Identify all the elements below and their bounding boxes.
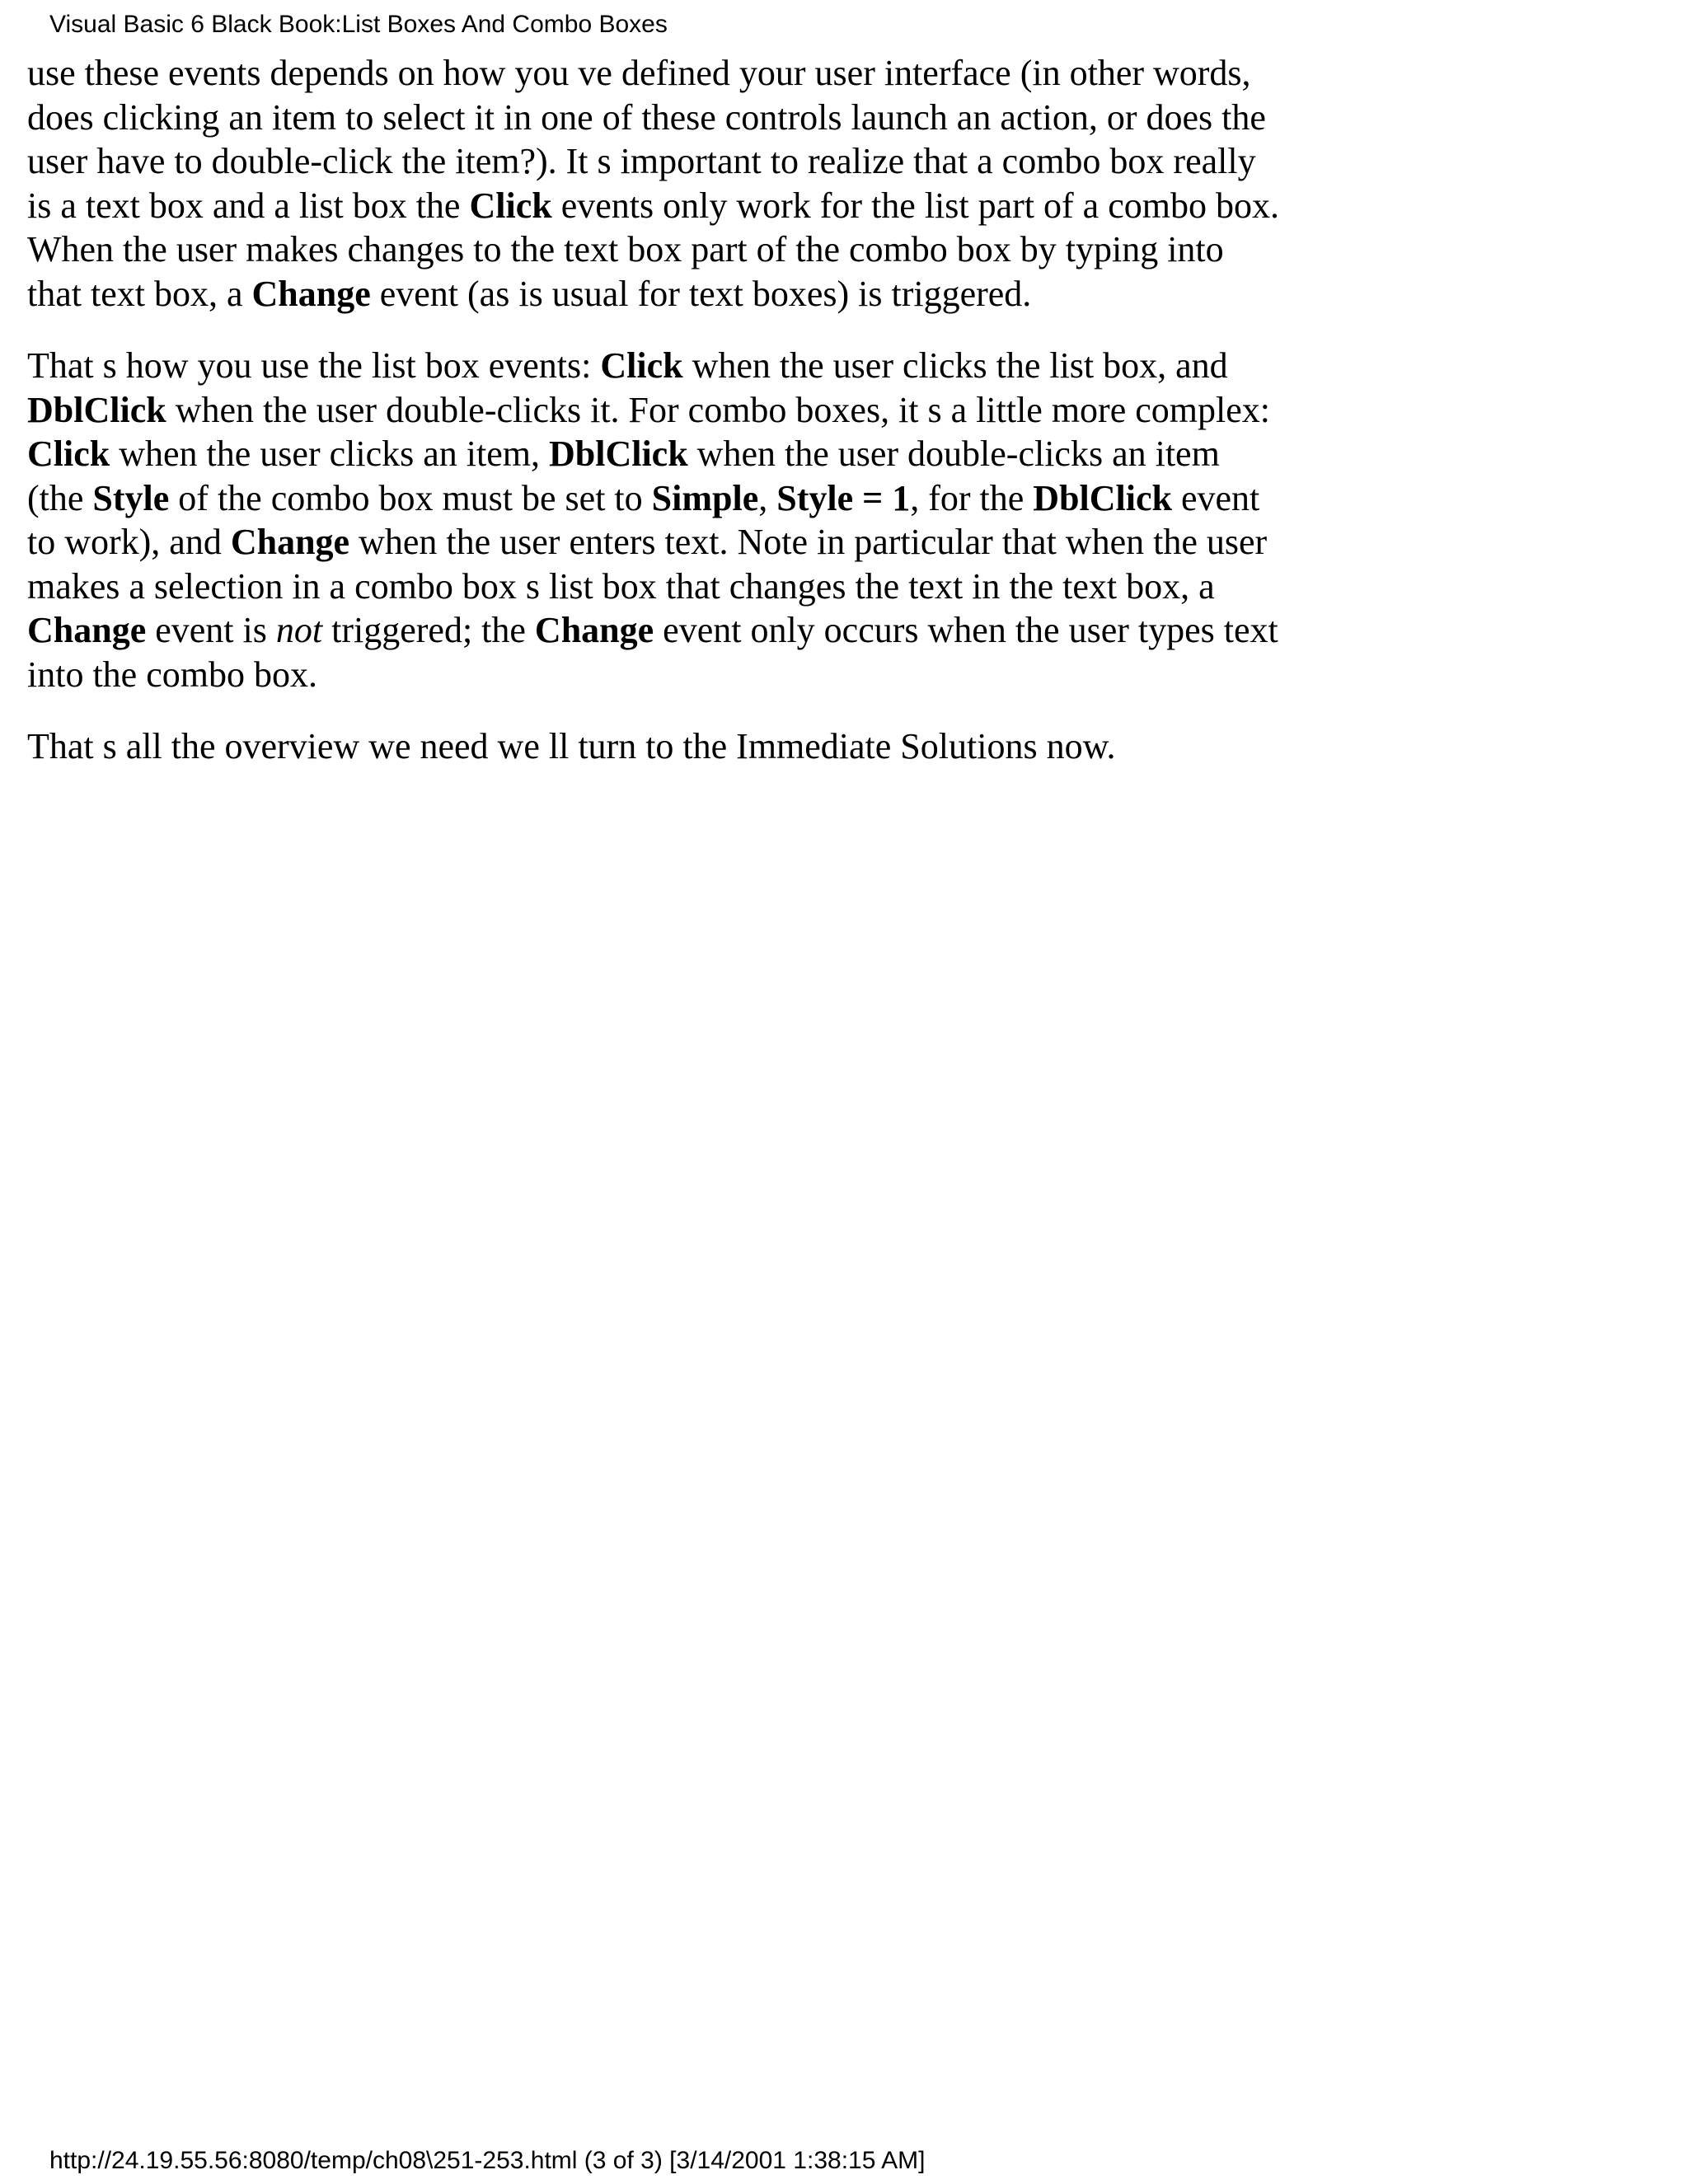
text-run: , for the xyxy=(910,477,1034,518)
bold-term: Change xyxy=(27,610,147,650)
text-run: event xyxy=(1171,477,1260,518)
text-run: of the combo box must be set to xyxy=(169,477,652,518)
bold-term: DblClick xyxy=(27,389,166,430)
text-run: when the user clicks an item, xyxy=(110,434,549,474)
bold-term: Click xyxy=(27,434,110,474)
text-line xyxy=(27,608,1379,653)
text-line xyxy=(27,388,1379,433)
text-line xyxy=(27,96,1379,140)
bold-term: Style = 1 xyxy=(776,477,911,518)
text-run: that text box, a xyxy=(27,273,252,314)
text-line xyxy=(27,432,1379,476)
text-run: That s all the overview we need we ll turn to the Immediate Solutions now. xyxy=(27,726,1116,766)
text-line xyxy=(27,476,1379,521)
text-run: event (as is usual for text boxes) is triggered. xyxy=(370,273,1032,314)
bold-term: Click xyxy=(469,185,552,226)
text-line xyxy=(27,520,1379,565)
paragraph xyxy=(27,51,1379,316)
text-run: makes a selection in a combo box s list box that changes the text in the text box, a xyxy=(27,565,1215,607)
text-run: into the combo box. xyxy=(27,654,317,695)
text-line xyxy=(27,724,1379,769)
text-line xyxy=(27,139,1379,184)
text-run: when the user double-clicks an item xyxy=(687,434,1220,474)
text-run: (the xyxy=(27,477,93,518)
text-run: That s how you use the list box events: xyxy=(27,345,601,386)
bold-term: Change xyxy=(251,273,371,314)
text-line xyxy=(27,227,1379,272)
text-run: use these events depends on how you ve defined your user interface (in other words, xyxy=(27,53,1251,93)
bold-term: Change xyxy=(534,610,654,650)
text-line xyxy=(27,344,1379,388)
bold-term: Click xyxy=(600,345,683,386)
text-line xyxy=(27,653,1379,697)
bold-term: DblClick xyxy=(548,434,688,474)
text-run: is a text box and a list box the xyxy=(27,185,470,226)
text-line xyxy=(27,272,1379,316)
text-run: when the user double-clicks it. For combo boxes, it s a little more complex: xyxy=(166,389,1270,430)
text-run: events only work for the list part of a combo box. xyxy=(551,185,1279,226)
text-line xyxy=(27,51,1379,96)
paragraph xyxy=(27,344,1379,696)
bold-term: DblClick xyxy=(1033,477,1172,518)
text-run: , xyxy=(758,477,777,518)
text-line xyxy=(27,184,1379,228)
page-footer-url: http://24.19.55.56:8080/temp/ch08\251-253.html (3 of 3) [3/14/2001 1:38:15 AM] xyxy=(49,2147,926,2174)
text-run: triggered; the xyxy=(322,610,535,650)
text-run: When the user makes changes to the text box part of the combo box by typing into xyxy=(27,229,1224,269)
text-run: event only occurs when the user types text xyxy=(654,610,1278,650)
text-run: does clicking an item to select it in one of these controls launch an action, or does the xyxy=(27,96,1266,138)
text-run: to work), and xyxy=(27,522,231,562)
bold-term: Simple xyxy=(651,477,759,518)
paragraph xyxy=(27,724,1379,769)
text-line xyxy=(27,565,1379,609)
text-run: user have to double-click the item?). It s important to realize that a combo box really xyxy=(27,141,1256,181)
text-run: when the user enters text. Note in particular that when the user xyxy=(349,522,1268,562)
bold-term: Style xyxy=(92,477,170,518)
text-run: when the user clicks the list box, and xyxy=(682,345,1228,386)
page-header-title: Visual Basic 6 Black Book:List Boxes And Combo Boxes xyxy=(49,11,668,38)
bold-term: Change xyxy=(230,522,350,562)
text-run: event is xyxy=(146,610,276,650)
document-body xyxy=(27,51,1379,797)
emphasis-text: not xyxy=(275,610,323,650)
